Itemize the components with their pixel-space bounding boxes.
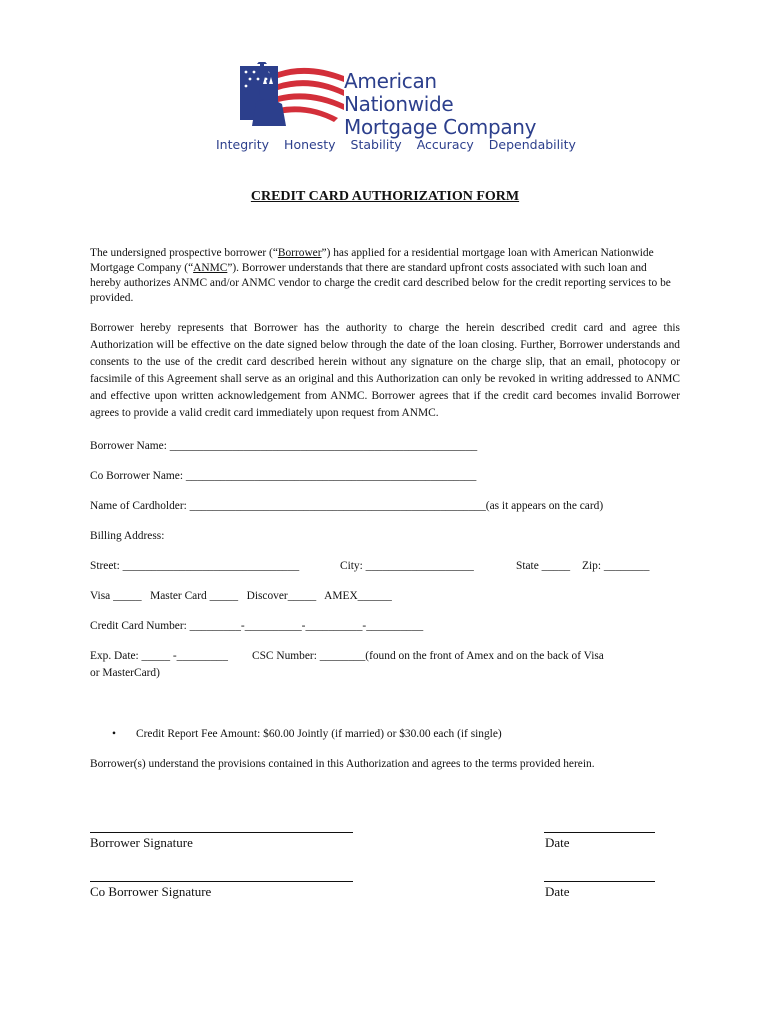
company-logo xyxy=(238,62,538,139)
card-mastercard-blank[interactable]: _____ xyxy=(209,590,239,602)
company-name-line1: American Nationwide xyxy=(344,69,454,116)
form-title: CREDIT CARD AUTHORIZATION FORM xyxy=(250,189,520,204)
card-discover-blank[interactable]: _____ xyxy=(287,590,317,602)
tagline-stability: Stability xyxy=(350,137,402,152)
company-name xyxy=(344,70,538,139)
card-visa-blank[interactable]: _____ xyxy=(113,590,142,602)
fee-amount-text: Credit Report Fee Amount: $60.00 Jointly (if married) or $30.00 each (if single) xyxy=(136,728,502,740)
defined-term-borrower: Borrower xyxy=(277,247,322,259)
borrower-signature-label: Borrower Signature xyxy=(90,835,193,850)
bullet-icon: • xyxy=(112,728,116,740)
authorization-paragraph: Borrower hereby represents that Borrower has the authority to charge the herein described credit card and agree this Authorization will be effective on the date signed below through the date of the loan closing. Further, Borrower understands and consents to the use of the credit card described herein without any signature on the charge slip, that an email, photocopy or facsimile of this Agreement shall serve as an original and this Authorization can only be revoked in writing addressed to ANMC and effective upon written acknowledgement from ANMC. Borrower agrees that if the credit card becomes invalid Borrower agrees to provide a valid credit card immediately upon request from ANMC. xyxy=(90,322,680,419)
borrower-date-line[interactable] xyxy=(544,832,655,833)
cardholder-name-field[interactable]: Name of Cardholder: ____________________________________________________(as it appears on the card) xyxy=(90,500,604,512)
defined-term-anmc: ANMC xyxy=(193,262,228,274)
card-number-field[interactable]: Credit Card Number: _________-__________-__________-__________ xyxy=(90,620,424,632)
fee-bullet xyxy=(112,728,502,740)
zip-field[interactable]: Zip: ________ xyxy=(582,560,650,572)
billing-address-label: Billing Address: xyxy=(90,530,165,542)
tagline-accuracy: Accuracy xyxy=(416,137,474,152)
intro-paragraph xyxy=(90,246,680,306)
card-discover-label: Discover xyxy=(246,590,288,602)
company-values-tagline xyxy=(216,137,576,152)
company-name-line2: Mortgage Company xyxy=(344,115,537,139)
intro-text-b: ”) has applied for a residential mortgage loan with American Nationwide Mortgage Company (“ xyxy=(90,247,654,274)
state-field[interactable]: State _____ xyxy=(516,560,571,572)
intro-text-c: ”). Borrower understands that there are standard upfront costs associated with such loan and hereby authorizes ANMC and/or ANMC vendor to charge the credit card described below for the credit reporting services to be provided. xyxy=(90,262,671,304)
card-amex-option[interactable]: AMEX______ xyxy=(324,590,392,602)
co-borrower-date-line[interactable] xyxy=(544,881,655,882)
co-borrower-date-label: Date xyxy=(545,884,570,899)
statue-of-liberty-flag-logo xyxy=(238,62,346,126)
tagline-integrity: Integrity xyxy=(216,137,270,152)
tagline-honesty: Honesty xyxy=(284,137,336,152)
card-visa-label: Visa xyxy=(90,590,111,602)
borrower-date-label: Date xyxy=(545,835,570,850)
card-type-options xyxy=(90,590,392,602)
co-borrower-signature-label: Co Borrower Signature xyxy=(90,884,212,899)
exp-date-field[interactable]: Exp. Date: _____ -_________ xyxy=(90,650,228,662)
co-borrower-signature-line[interactable] xyxy=(90,881,353,882)
borrower-signature-line[interactable] xyxy=(90,832,353,833)
card-mastercard-label: Master Card xyxy=(150,590,207,602)
tagline-dependability: Dependability xyxy=(488,137,576,152)
city-field[interactable]: City: ___________________ xyxy=(340,560,474,572)
agreement-statement: Borrower(s) understand the provisions contained in this Authorization and agrees to the terms provided herein. xyxy=(90,758,595,770)
borrower-name-field[interactable]: Borrower Name: ______________________________________________________ xyxy=(90,440,478,452)
csc-note-continued: or MasterCard) xyxy=(90,667,160,679)
street-field[interactable]: Street: _______________________________ xyxy=(90,560,300,572)
co-borrower-name-field[interactable]: Co Borrower Name: ___________________________________________________ xyxy=(90,470,477,482)
csc-number-field[interactable]: CSC Number: ________(found on the front of Amex and on the back of Visa xyxy=(252,650,604,662)
intro-text-a: The undersigned prospective borrower (“ xyxy=(90,247,278,259)
